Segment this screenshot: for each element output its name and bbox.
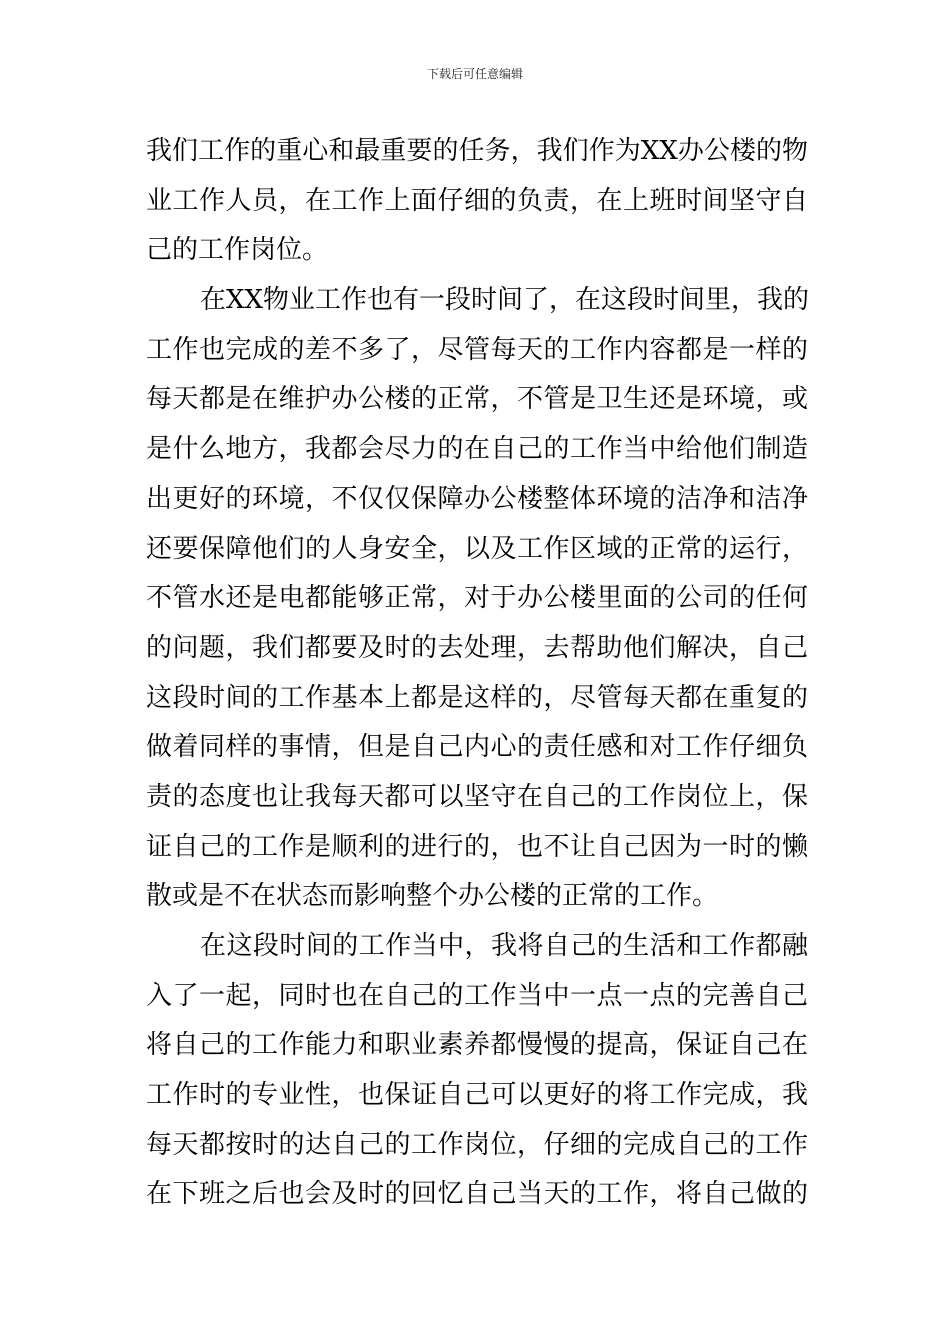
text-line: 工作时的专业性，也保证自己可以更好的将工作完成，我 [146,1080,808,1111]
text-line: 在下班之后也会及时的回忆自己当天的工作，将自己做的 [146,1179,808,1210]
text-line: 这段时间的工作基本上都是这样的，尽管每天都在重复的 [146,682,808,713]
text-line: 业工作人员，在工作上面仔细的负责，在上班时间坚守自 [146,185,808,216]
document-body [146,127,808,1220]
text-line: 是什么地方，我都会尽力的在自己的工作当中给他们制造 [146,434,808,465]
header-note: 下载后可任意编辑 [426,67,523,81]
text-line: 证自己的工作是顺利的进行的，也不让自己因为一时的懒 [146,831,808,862]
text-line: 入了一起，同时也在自己的工作当中一点一点的完善自己 [146,980,808,1011]
text-line: 的问题，我们都要及时的去处理，去帮助他们解决，自己 [146,632,808,663]
text-line: 我们工作的重心和最重要的任务，我们作为XX办公楼的物 [146,136,808,166]
text-line: 做着同样的事情，但是自己内心的责任感和对工作仔细负 [146,732,808,763]
text-line: 己的工作岗位。 [146,235,329,266]
text-line: 工作也完成的差不多了，尽管每天的工作内容都是一样的 [146,334,808,365]
text-line: 不管水还是电都能够正常，对于办公楼里面的公司的任何 [146,583,808,614]
text-line: 每天都按时的达自己的工作岗位，仔细的完成自己的工作 [146,1129,808,1160]
text-line: 每天都是在维护办公楼的正常，不管是卫生还是环境，或 [146,384,808,415]
text-line: 在这段时间的工作当中，我将自己的生活和工作都融 [200,931,808,961]
text-line: 将自己的工作能力和职业素养都慢慢的提高，保证自己在 [146,1030,808,1061]
text-line: 还要保障他们的人身安全，以及工作区域的正常的运行， [146,533,808,564]
text-line: 在XX物业工作也有一段时间了，在这段时间里，我的 [200,285,810,316]
text-line: 出更好的环境，不仅仅保障办公楼整体环境的洁净和洁净 [146,483,808,514]
text-line: 责的态度也让我每天都可以坚守在自己的工作岗位上，保 [146,781,808,812]
text-line: 散或是不在状态而影响整个办公楼的正常的工作。 [146,881,719,912]
